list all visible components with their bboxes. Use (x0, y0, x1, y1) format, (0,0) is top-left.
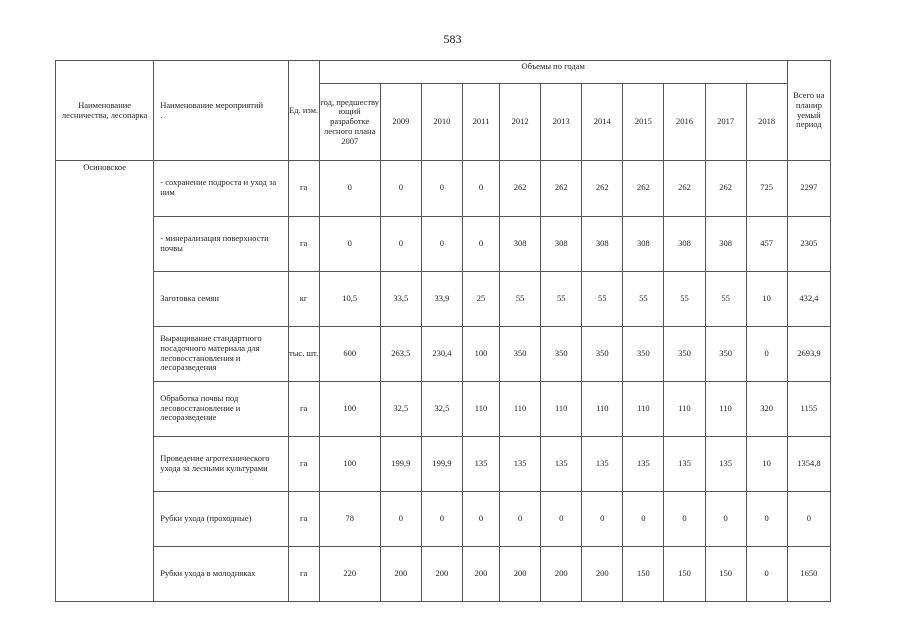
header-forestry: Наименование лесничества, лесопарка (56, 61, 154, 161)
header-year-2017: 2017 (705, 84, 746, 161)
value-cell: 0 (746, 491, 787, 546)
activity-cell: Обработка почвы под лесовосстановление и лесоразведение (154, 381, 288, 436)
header-volumes-by-year: Объемы по годам (319, 61, 787, 84)
forestry-cell (56, 216, 154, 271)
value-cell: 110 (582, 381, 623, 436)
value-cell: 55 (664, 271, 705, 326)
value-cell: 135 (541, 436, 582, 491)
value-cell: 0 (582, 491, 623, 546)
value-cell: 0 (421, 491, 462, 546)
value-cell: 0 (746, 326, 787, 381)
value-cell: 0 (319, 216, 380, 271)
value-cell: 200 (421, 546, 462, 602)
value-cell: 10,5 (319, 271, 380, 326)
value-cell: 262 (500, 161, 541, 217)
value-cell: 263,5 (380, 326, 421, 381)
value-cell: 100 (462, 326, 499, 381)
value-cell: 308 (664, 216, 705, 271)
activity-cell: - минерализация поверхности почвы (154, 216, 288, 271)
value-cell: 150 (623, 546, 664, 602)
unit-cell: кг (288, 271, 319, 326)
value-cell: 10 (746, 436, 787, 491)
unit-cell: га (288, 436, 319, 491)
value-cell: 0 (664, 491, 705, 546)
header-year-2015: 2015 (623, 84, 664, 161)
value-cell: 0 (462, 216, 499, 271)
table-row (56, 161, 831, 217)
value-cell: 100 (319, 381, 380, 436)
value-cell: 0 (705, 491, 746, 546)
value-cell: 262 (623, 161, 664, 217)
value-cell: 308 (705, 216, 746, 271)
total-cell: 2297 (787, 161, 830, 217)
value-cell: 33,5 (380, 271, 421, 326)
value-cell: 150 (705, 546, 746, 602)
unit-cell: га (288, 546, 319, 602)
unit-cell: га (288, 381, 319, 436)
unit-cell: га (288, 161, 319, 217)
value-cell: 308 (541, 216, 582, 271)
header-year-2018: 2018 (746, 84, 787, 161)
value-cell: 110 (664, 381, 705, 436)
header-activity-label: Наименование мероприятий (160, 99, 264, 110)
value-cell: 200 (462, 546, 499, 602)
header-year-2012: 2012 (500, 84, 541, 161)
value-cell: 110 (462, 381, 499, 436)
value-cell: 350 (541, 326, 582, 381)
value-cell: 308 (582, 216, 623, 271)
value-cell: 350 (705, 326, 746, 381)
value-cell: 725 (746, 161, 787, 217)
value-cell: 230,4 (421, 326, 462, 381)
value-cell: 262 (705, 161, 746, 217)
value-cell: 32,5 (380, 381, 421, 436)
table-row (56, 216, 831, 271)
value-cell: 55 (623, 271, 664, 326)
value-cell: 320 (746, 381, 787, 436)
forestry-cell (56, 491, 154, 546)
forestry-cell (56, 381, 154, 436)
value-cell: 0 (746, 546, 787, 602)
value-cell: 0 (541, 491, 582, 546)
value-cell: 350 (623, 326, 664, 381)
value-cell: 0 (421, 161, 462, 217)
value-cell: 110 (500, 381, 541, 436)
forestry-cell (56, 326, 154, 381)
value-cell: 0 (380, 491, 421, 546)
value-cell: 308 (500, 216, 541, 271)
header-activity (154, 61, 288, 161)
value-cell: 0 (319, 161, 380, 217)
activity-cell: - сохранение подроста и уход за ним (154, 161, 288, 217)
value-cell: 0 (500, 491, 541, 546)
table-row (56, 491, 831, 546)
unit-cell: га (288, 491, 319, 546)
value-cell: 262 (582, 161, 623, 217)
value-cell: 457 (746, 216, 787, 271)
value-cell: 0 (462, 491, 499, 546)
value-cell: 55 (582, 271, 623, 326)
value-cell: 55 (541, 271, 582, 326)
header-year-2010: 2010 (421, 84, 462, 161)
value-cell: 220 (319, 546, 380, 602)
value-cell: 150 (664, 546, 705, 602)
table-row (56, 436, 831, 491)
value-cell: 600 (319, 326, 380, 381)
value-cell: 0 (623, 491, 664, 546)
value-cell: 10 (746, 271, 787, 326)
value-cell: 200 (582, 546, 623, 602)
header-unit: Ед. изм. (288, 61, 319, 161)
total-cell: 0 (787, 491, 830, 546)
value-cell: 78 (319, 491, 380, 546)
header-year-2016: 2016 (664, 84, 705, 161)
total-cell: 2693,9 (787, 326, 830, 381)
value-cell: 350 (500, 326, 541, 381)
value-cell: 262 (541, 161, 582, 217)
value-cell: 350 (582, 326, 623, 381)
value-cell: 135 (664, 436, 705, 491)
value-cell: 0 (380, 161, 421, 217)
header-year-2013: 2013 (541, 84, 582, 161)
total-cell: 1155 (787, 381, 830, 436)
activity-cell: Выращивание стандартного посадочного материала для лесовосстановления и лесоразведения (154, 326, 288, 381)
value-cell: 0 (380, 216, 421, 271)
value-cell: 262 (664, 161, 705, 217)
value-cell: 135 (623, 436, 664, 491)
forestry-cell: Осиновское (56, 161, 154, 217)
value-cell: 135 (705, 436, 746, 491)
value-cell: 135 (500, 436, 541, 491)
value-cell: 32,5 (421, 381, 462, 436)
value-cell: 200 (500, 546, 541, 602)
activity-cell: Проведение агротехнического ухода за лесными культурами (154, 436, 288, 491)
value-cell: 0 (462, 161, 499, 217)
unit-cell: тыс. шт. (288, 326, 319, 381)
header-activity-dot: . (160, 109, 163, 120)
value-cell: 135 (462, 436, 499, 491)
table-row (56, 271, 831, 326)
value-cell: 200 (380, 546, 421, 602)
activity-cell: Рубки ухода в молодняках (154, 546, 288, 602)
total-cell: 432,4 (787, 271, 830, 326)
total-cell: 1650 (787, 546, 830, 602)
value-cell: 110 (541, 381, 582, 436)
header-base-year: год, предшеству ющий разработке лесного плана 2007 (319, 84, 380, 161)
page-number: 583 (443, 32, 462, 46)
value-cell: 135 (582, 436, 623, 491)
forestry-cell (56, 436, 154, 491)
header-year-2014: 2014 (582, 84, 623, 161)
header-year-2011: 2011 (462, 84, 499, 161)
header-total: Всего на планир уемый период (787, 61, 830, 161)
value-cell: 0 (421, 216, 462, 271)
forestry-plan-table (55, 60, 831, 602)
value-cell: 110 (705, 381, 746, 436)
value-cell: 55 (500, 271, 541, 326)
unit-cell: га (288, 216, 319, 271)
value-cell: 199,9 (380, 436, 421, 491)
activity-cell: Рубки ухода (проходные) (154, 491, 288, 546)
total-cell: 2305 (787, 216, 830, 271)
value-cell: 25 (462, 271, 499, 326)
value-cell: 308 (623, 216, 664, 271)
forestry-cell (56, 271, 154, 326)
value-cell: 110 (623, 381, 664, 436)
value-cell: 55 (705, 271, 746, 326)
table-row (56, 381, 831, 436)
table-row (56, 326, 831, 381)
value-cell: 199,9 (421, 436, 462, 491)
activity-cell: Заготовка семян (154, 271, 288, 326)
table-row (56, 546, 831, 602)
forestry-cell (56, 546, 154, 602)
value-cell: 33,9 (421, 271, 462, 326)
value-cell: 350 (664, 326, 705, 381)
total-cell: 1354,8 (787, 436, 830, 491)
header-year-2009: 2009 (380, 84, 421, 161)
value-cell: 100 (319, 436, 380, 491)
value-cell: 200 (541, 546, 582, 602)
